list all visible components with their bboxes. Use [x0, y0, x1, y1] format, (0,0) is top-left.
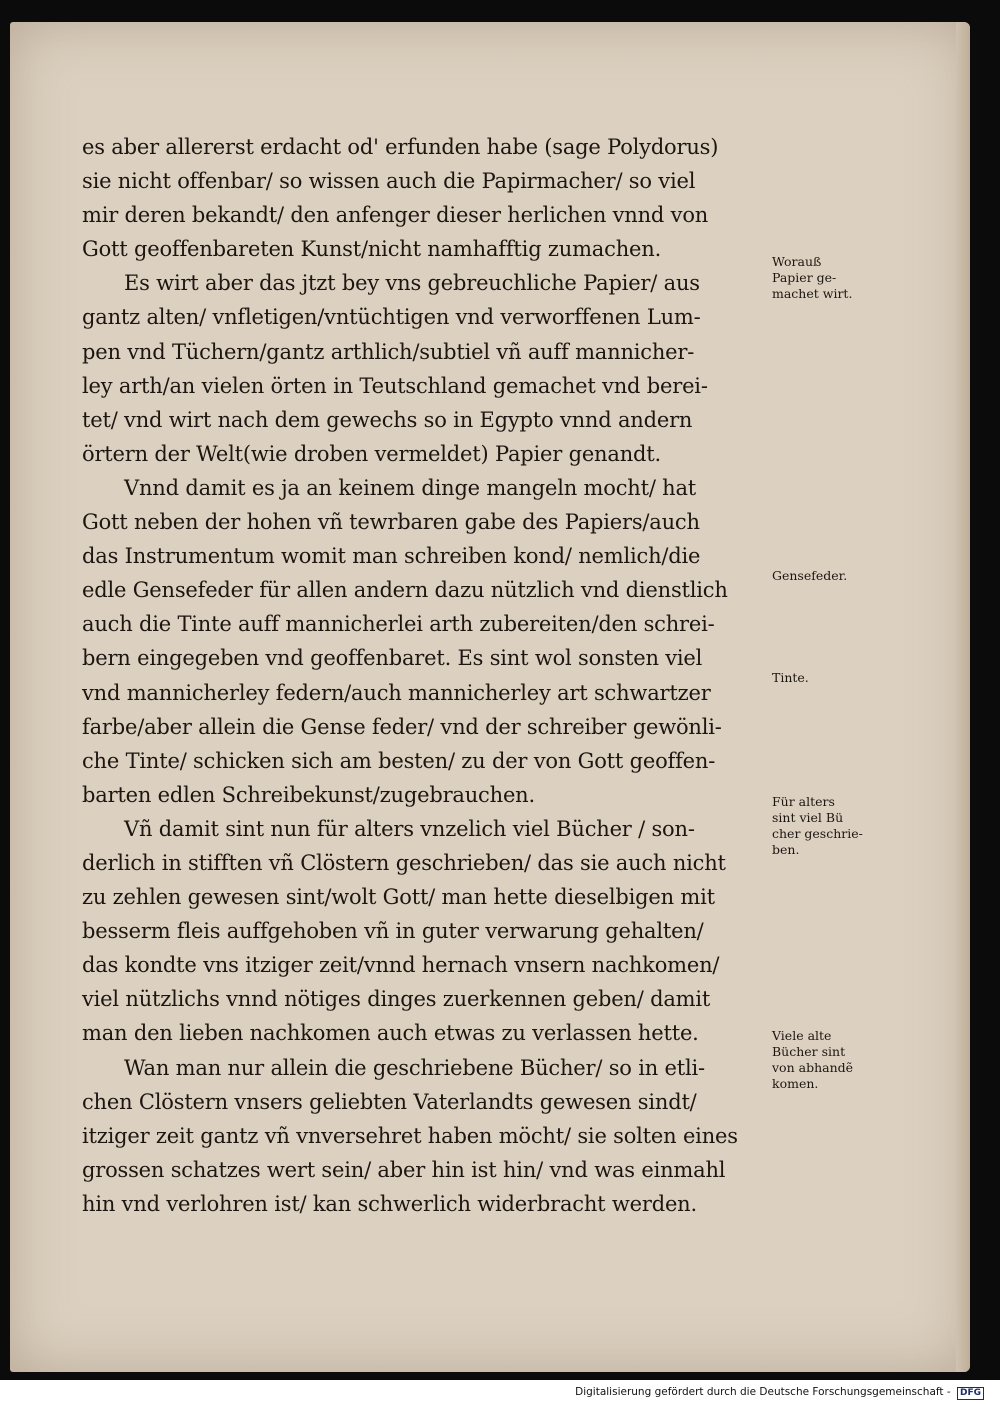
- text-line: besserm fleis auffgehoben vñ in guter verwarung gehalten/: [82, 919, 704, 944]
- marginal-line: Viele alte: [772, 1028, 832, 1043]
- text-line: örtern der Welt(wie droben vermeldet) Papier genandt.: [82, 441, 661, 466]
- text-line: bern eingegeben vnd geoffenbaret. Es sint wol sonsten viel: [82, 646, 703, 671]
- text-line: derlich in stifften vñ Clöstern geschrieben/ das sie auch nicht: [82, 850, 726, 875]
- marginal-note-papier: [772, 254, 852, 302]
- text-line: tet/ vnd wirt nach dem gewechs so in Egypto vnnd andern: [82, 407, 693, 432]
- text-line: barten edlen Schreibekunst/zugebrauchen.: [82, 782, 535, 807]
- dfg-logo: DFG: [957, 1387, 984, 1400]
- paragraph-start-line: Vnnd damit es ja an keinem dinge mangeln mocht/ hat: [124, 475, 697, 500]
- text-line: das kondte vns itziger zeit/vnnd hernach vnsern nachkomen/: [82, 953, 720, 978]
- paragraph-start-line: Wan man nur allein die geschriebene Bücher/ so in etli-: [124, 1055, 705, 1080]
- text-line: vnd mannicherley federn/auch mannicherley art schwartzer: [82, 680, 711, 705]
- text-line: sie nicht offenbar/ so wissen auch die Papirmacher/ so viel: [82, 169, 696, 194]
- text-line: hin vnd verlohren ist/ kan schwerlich widerbracht werden.: [82, 1191, 697, 1216]
- marginal-line: machet wirt.: [772, 286, 853, 301]
- paragraph-start-line: Vñ damit sint nun für alters vnzelich viel Bücher / son-: [124, 816, 695, 841]
- marginal-note-verlorene-buecher: [772, 1028, 853, 1092]
- book-page: [10, 22, 970, 1372]
- page-edge: [956, 22, 970, 1372]
- marginal-line: komen.: [772, 1076, 819, 1091]
- text-line: Gott neben der hohen vñ tewrbaren gabe des Papiers/auch: [82, 510, 700, 535]
- marginal-note-gensefeder: [772, 568, 847, 584]
- paragraph-start-line: Es wirt aber das jtzt bey vns gebreuchliche Papier/ aus: [124, 271, 700, 296]
- funding-footer: [575, 1386, 984, 1400]
- funding-text: Digitalisierung gefördert durch die Deutsche Forschungsgemeinschaft -: [575, 1386, 951, 1398]
- text-line: es aber allererst erdacht od' erfunden habe (sage Polydorus): [82, 135, 719, 159]
- text-line: pen vnd Tüchern/gantz arthlich/subtiel vñ auff mannicher-: [82, 339, 695, 364]
- text-line: auch die Tinte auff mannicherlei arth zubereiten/den schrei-: [82, 612, 715, 637]
- marginal-line: von abhandẽ: [772, 1060, 854, 1075]
- text-line: mir deren bekandt/ den anfenger dieser herlichen vnnd von: [82, 203, 709, 228]
- text-line: edle Gensefeder für allen andern dazu nützlich vnd dienstlich: [82, 578, 728, 603]
- marginal-line: Papier ge-: [772, 270, 837, 285]
- text-line: viel nützlichs vnnd nötiges dinges zuerkennen geben/ damit: [82, 987, 711, 1012]
- marginal-line: Tinte.: [772, 670, 809, 685]
- marginal-line: Bücher sint: [772, 1044, 846, 1059]
- text-line: che Tinte/ schicken sich am besten/ zu der von Gott geoffen-: [82, 748, 716, 773]
- text-line: zu zehlen gewesen sint/wolt Gott/ man hette dieselbigen mit: [82, 885, 715, 910]
- text-line: farbe/aber allein die Gense feder/ vnd der schreiber gewönli-: [82, 714, 722, 739]
- text-line: man den lieben nachkomen auch etwas zu verlassen hette.: [82, 1021, 699, 1046]
- marginal-line: Gensefeder.: [772, 568, 848, 583]
- text-line: ley arth/an vielen örten in Teutschland gemachet vnd berei-: [82, 373, 708, 398]
- text-line: das Instrumentum womit man schreiben kond/ nemlich/die: [82, 544, 701, 569]
- marginal-line: ben.: [772, 842, 800, 857]
- marginal-line: Für alters: [772, 794, 835, 809]
- text-line: chen Clöstern vnsers geliebten Vaterlandts gewesen sindt/: [82, 1089, 697, 1114]
- marginal-line: cher geschrie-: [772, 826, 863, 841]
- main-text-block: [82, 130, 772, 1221]
- marginal-line: sint viel Bü: [772, 810, 844, 825]
- text-line: gantz alten/ vnfletigen/vntüchtigen vnd verworffenen Lum-: [82, 305, 701, 330]
- marginal-note-buecher: [772, 794, 863, 858]
- text-line: itziger zeit gantz vñ vnversehret haben möcht/ sie solten eines: [82, 1123, 738, 1148]
- text-line: Gott geoffenbareten Kunst/nicht namhafftig zumachen.: [82, 237, 662, 262]
- marginal-line: Worauß: [772, 254, 822, 269]
- marginal-note-tinte: [772, 670, 809, 686]
- text-line: grossen schatzes wert sein/ aber hin ist hin/ vnd was einmahl: [82, 1157, 726, 1182]
